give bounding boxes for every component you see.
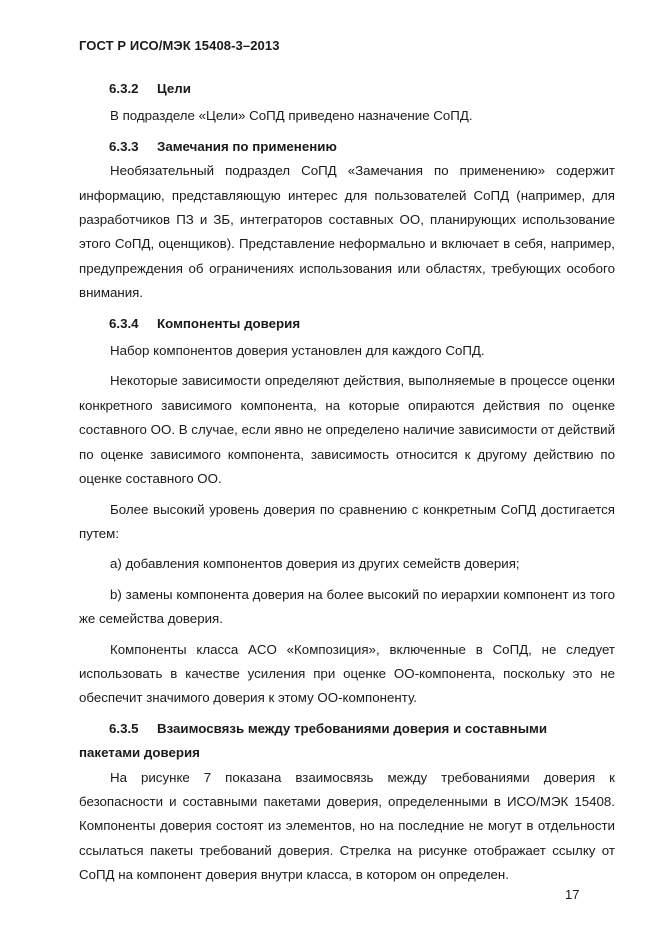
section-number: 6.3.5: [109, 720, 139, 736]
section-title: Взаимосвязь между требованиями доверия и составными: [157, 720, 548, 736]
paragraph: Набор компонентов доверия установлен для каждого СоПД.: [110, 343, 485, 359]
page-number: 17: [565, 887, 580, 902]
paragraph: Более высокий уровень доверия по сравнению с конкретным СоПД достигается путем:: [79, 501, 615, 541]
paragraph: Компоненты класса ACO «Композиция», включенные в СоПД, не следует использовать в качестве усиления при оценке ОО-компонента, поскольку это не обеспечит значимого доверия к этому ОО-компоненту.: [79, 641, 615, 706]
paragraph: На рисунке 7 показана взаимосвязь между требованиями доверия к безопасности и составными пакетами доверия, определенными в ИСО/МЭК 15408. Компоненты доверия состоят из элементов, но на последние не могут в отдельности ссылаться пакеты требований доверия. Стрелка на рисунке отображает ссылку от СоПД на компонент доверия внутри класса, в котором он определен.: [79, 769, 615, 883]
list-item: a) добавления компонентов доверия из других семейств доверия;: [110, 556, 520, 572]
section-number: 6.3.2: [109, 81, 139, 96]
section-number: 6.3.3: [109, 138, 139, 154]
section-number: 6.3.4: [109, 315, 139, 331]
list-item: b) замены компонента доверия на более высокий по иерархии компонент из того же семейства доверия.: [79, 586, 615, 627]
document-header: ГОСТ Р ИСО/МЭК 15408-3–2013: [79, 38, 280, 53]
paragraph: В подразделе «Цели» СоПД приведено назначение СоПД.: [110, 108, 473, 124]
section-heading-6-3-5: [79, 717, 615, 741]
section-heading-6-3-2: [79, 77, 615, 101]
section-heading-6-3-4: [79, 312, 615, 336]
section-title: Цели: [157, 81, 191, 96]
section-title: Замечания по применению: [157, 138, 337, 154]
section-heading-6-3-3: [79, 135, 615, 159]
paragraph: Некоторые зависимости определяют действия, выполняемые в процессе оценки конкретного зависимого компонента, на которые опираются действия по оценке составного ОО. В случае, если явно не определено наличие зависимости от действий по оценке зависимого компонента, зависимость относится к другому действию по оценке составного ОО.: [79, 373, 615, 487]
section-title-continuation: пакетами доверия: [79, 745, 200, 761]
section-title: Компоненты доверия: [157, 315, 301, 331]
paragraph: Необязательный подраздел СоПД «Замечания по применению» содержит информацию, представляющую интерес для пользователей СоПД (например, для разработчиков ПЗ и ЗБ, интеграторов составных ОО, планирующих использование этого СоПД, оценщиков). Представление неформально и включает в себя, например, предупреждения об ограничениях использования или областях, требующих особого внимания.: [79, 163, 615, 301]
document-body: [79, 77, 615, 888]
